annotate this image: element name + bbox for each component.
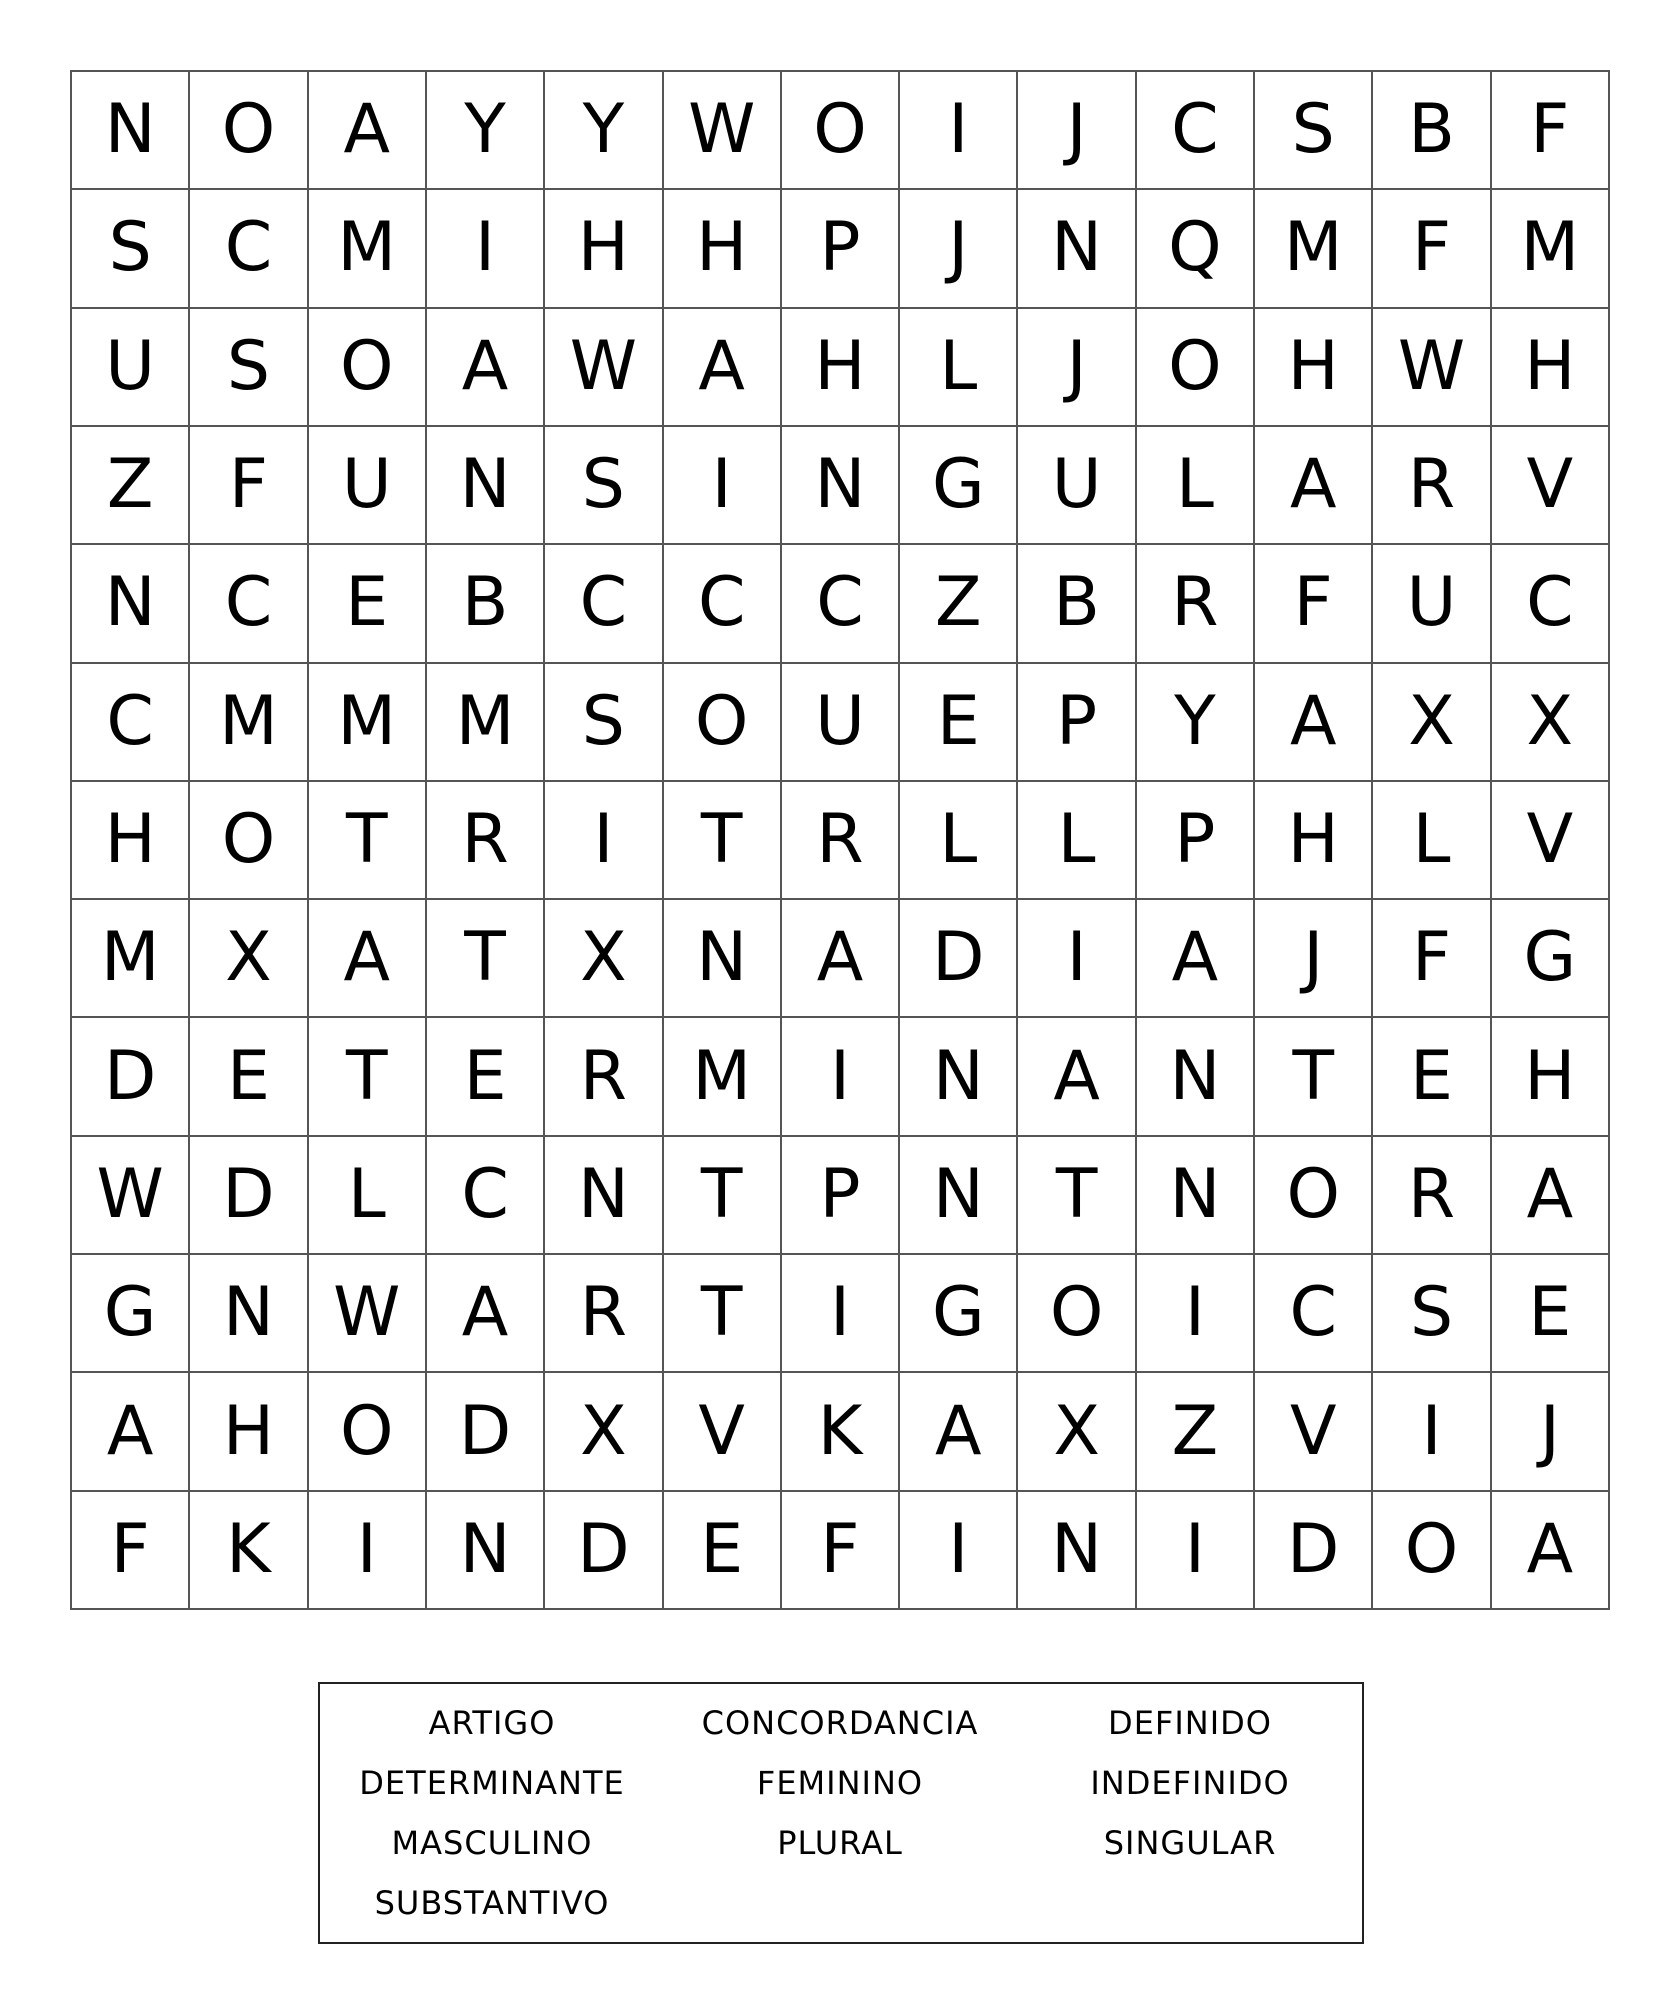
grid-cell[interactable]: L (1372, 781, 1490, 899)
grid-cell[interactable]: B (426, 544, 544, 662)
grid-cell[interactable]: U (781, 663, 899, 781)
grid-cell[interactable]: K (189, 1491, 307, 1609)
grid-cell[interactable]: L (1017, 781, 1135, 899)
grid-cell[interactable]: P (781, 189, 899, 307)
grid-cell[interactable]: A (1491, 1136, 1609, 1254)
grid-cell[interactable]: V (1491, 781, 1609, 899)
grid-cell[interactable]: H (71, 781, 189, 899)
grid-cell[interactable]: N (899, 1136, 1017, 1254)
grid-cell[interactable]: U (71, 308, 189, 426)
grid-cell[interactable]: D (426, 1372, 544, 1490)
grid-cell[interactable]: J (1254, 899, 1372, 1017)
grid-cell[interactable]: D (544, 1491, 662, 1609)
grid-cell[interactable]: A (1491, 1491, 1609, 1609)
grid-cell[interactable]: I (781, 1254, 899, 1372)
grid-cell[interactable]: I (308, 1491, 426, 1609)
grid-cell[interactable]: O (1136, 308, 1254, 426)
grid-cell[interactable]: C (1491, 544, 1609, 662)
grid-cell[interactable]: I (899, 1491, 1017, 1609)
word-list-item: INDEFINIDO (1090, 1764, 1290, 1802)
grid-cell[interactable]: C (189, 189, 307, 307)
grid-cell[interactable]: P (781, 1136, 899, 1254)
grid-cell[interactable]: R (544, 1254, 662, 1372)
grid-cell[interactable]: Z (899, 544, 1017, 662)
grid-cell[interactable]: O (663, 663, 781, 781)
grid-cell[interactable]: Z (1136, 1372, 1254, 1490)
grid-cell[interactable]: Z (71, 426, 189, 544)
grid-cell[interactable]: X (544, 1372, 662, 1490)
grid-cell[interactable]: A (426, 308, 544, 426)
grid-cell[interactable]: T (1017, 1136, 1135, 1254)
grid-cell[interactable]: P (1136, 781, 1254, 899)
grid-cell[interactable]: U (1372, 544, 1490, 662)
grid-cell[interactable]: R (544, 1017, 662, 1135)
grid-cell[interactable]: A (1136, 899, 1254, 1017)
grid-cell[interactable]: H (189, 1372, 307, 1490)
grid-cell[interactable]: E (308, 544, 426, 662)
grid-cell[interactable]: A (663, 308, 781, 426)
grid-cell[interactable]: I (1136, 1491, 1254, 1609)
grid-cell[interactable]: W (663, 71, 781, 189)
grid-cell[interactable]: L (308, 1136, 426, 1254)
grid-cell[interactable]: N (1017, 1491, 1135, 1609)
grid-cell[interactable]: R (426, 781, 544, 899)
grid-cell[interactable]: O (1372, 1491, 1490, 1609)
grid-cell[interactable]: P (1017, 663, 1135, 781)
grid-cell[interactable]: F (189, 426, 307, 544)
word-list (318, 1682, 1364, 1944)
grid-cell[interactable]: C (663, 544, 781, 662)
grid-cell[interactable]: O (308, 1372, 426, 1490)
grid-cell[interactable]: W (308, 1254, 426, 1372)
word-list-item: DEFINIDO (1108, 1704, 1272, 1742)
grid-cell[interactable]: A (1017, 1017, 1135, 1135)
word-list-item: PLURAL (777, 1824, 903, 1862)
grid-cell[interactable]: B (1017, 544, 1135, 662)
grid-cell[interactable]: X (1491, 663, 1609, 781)
grid-cell[interactable]: T (308, 1017, 426, 1135)
grid-cell[interactable]: X (1017, 1372, 1135, 1490)
grid-cell[interactable]: R (1136, 544, 1254, 662)
grid-cell[interactable]: M (71, 899, 189, 1017)
grid-cell[interactable]: E (426, 1017, 544, 1135)
grid-cell[interactable]: D (71, 1017, 189, 1135)
grid-cell[interactable]: R (1372, 426, 1490, 544)
grid-cell[interactable]: N (781, 426, 899, 544)
grid-cell[interactable]: H (1254, 308, 1372, 426)
grid-cell[interactable]: M (1254, 189, 1372, 307)
grid-cell[interactable]: S (544, 426, 662, 544)
grid-cell[interactable]: T (426, 899, 544, 1017)
grid-cell[interactable]: H (781, 308, 899, 426)
grid-cell[interactable]: N (426, 426, 544, 544)
grid-cell[interactable]: F (1372, 189, 1490, 307)
grid-cell[interactable]: A (308, 899, 426, 1017)
grid-cell[interactable]: F (781, 1491, 899, 1609)
grid-cell[interactable]: R (781, 781, 899, 899)
grid-cell[interactable]: C (1136, 71, 1254, 189)
grid-cell[interactable]: G (71, 1254, 189, 1372)
grid-cell[interactable]: S (1254, 71, 1372, 189)
grid-cell[interactable]: T (308, 781, 426, 899)
grid-cell[interactable]: I (1136, 1254, 1254, 1372)
grid-cell[interactable]: U (308, 426, 426, 544)
grid-cell[interactable]: S (1372, 1254, 1490, 1372)
word-list-item: MASCULINO (391, 1824, 593, 1862)
grid-cell[interactable]: M (308, 189, 426, 307)
grid-cell[interactable]: F (1491, 71, 1609, 189)
grid-cell[interactable]: N (899, 1017, 1017, 1135)
grid-cell[interactable]: N (1017, 189, 1135, 307)
grid-cell[interactable]: D (189, 1136, 307, 1254)
grid-cell[interactable]: A (308, 71, 426, 189)
grid-cell[interactable]: O (1254, 1136, 1372, 1254)
grid-cell[interactable]: O (308, 308, 426, 426)
grid-cell[interactable]: S (189, 308, 307, 426)
grid-cell[interactable]: U (1017, 426, 1135, 544)
grid-cell[interactable]: G (899, 426, 1017, 544)
grid-cell[interactable]: S (544, 663, 662, 781)
grid-cell[interactable]: K (781, 1372, 899, 1490)
word-list-item: ARTIGO (428, 1704, 556, 1742)
grid-cell[interactable]: N (189, 1254, 307, 1372)
grid-cell[interactable]: C (544, 544, 662, 662)
grid-cell[interactable]: I (544, 781, 662, 899)
grid-cell[interactable]: G (1491, 899, 1609, 1017)
grid-cell[interactable]: F (71, 1491, 189, 1609)
grid-cell[interactable]: C (781, 544, 899, 662)
grid-cell[interactable]: N (71, 544, 189, 662)
grid-cell[interactable]: C (189, 544, 307, 662)
grid-cell[interactable]: Y (1136, 663, 1254, 781)
grid-cell[interactable]: I (663, 426, 781, 544)
grid-cell[interactable]: Y (544, 71, 662, 189)
letter-grid (70, 70, 1610, 1610)
grid-cell[interactable]: N (544, 1136, 662, 1254)
word-list-item: DETERMINANTE (359, 1764, 625, 1802)
grid-cell[interactable]: N (426, 1491, 544, 1609)
grid-cell[interactable]: E (899, 663, 1017, 781)
grid-cell[interactable]: I (781, 1017, 899, 1135)
grid-cell[interactable]: N (1136, 1017, 1254, 1135)
grid-cell[interactable]: W (544, 308, 662, 426)
word-list-item: CONCORDANCIA (701, 1704, 979, 1742)
grid-cell[interactable]: X (189, 899, 307, 1017)
grid-cell[interactable]: A (1254, 663, 1372, 781)
grid-cell[interactable]: E (189, 1017, 307, 1135)
grid-cell[interactable]: H (544, 189, 662, 307)
grid-cell[interactable]: G (899, 1254, 1017, 1372)
grid-cell[interactable]: C (426, 1136, 544, 1254)
grid-cell[interactable]: N (1136, 1136, 1254, 1254)
grid-cell[interactable]: L (899, 308, 1017, 426)
grid-cell[interactable]: Q (1136, 189, 1254, 307)
grid-cell[interactable]: J (1017, 308, 1135, 426)
grid-cell[interactable]: A (71, 1372, 189, 1490)
grid-cell[interactable]: J (1491, 1372, 1609, 1490)
grid-cell[interactable]: O (1017, 1254, 1135, 1372)
grid-cell[interactable]: I (426, 189, 544, 307)
grid-cell[interactable]: N (71, 71, 189, 189)
grid-cell[interactable]: V (663, 1372, 781, 1490)
grid-cell[interactable]: R (1372, 1136, 1490, 1254)
grid-cell[interactable]: I (1372, 1372, 1490, 1490)
grid-cell[interactable]: N (663, 899, 781, 1017)
grid-cell[interactable]: H (1491, 1017, 1609, 1135)
grid-cell[interactable]: X (544, 899, 662, 1017)
grid-cell[interactable]: W (71, 1136, 189, 1254)
grid-cell[interactable]: H (663, 189, 781, 307)
word-list-item: SUBSTANTIVO (374, 1884, 610, 1922)
grid-cell[interactable]: E (663, 1491, 781, 1609)
grid-cell[interactable]: D (899, 899, 1017, 1017)
grid-cell[interactable]: L (899, 781, 1017, 899)
grid-cell[interactable]: T (663, 1136, 781, 1254)
grid-cell[interactable]: M (1491, 189, 1609, 307)
grid-cell[interactable]: A (781, 899, 899, 1017)
grid-cell[interactable]: T (1254, 1017, 1372, 1135)
grid-cell[interactable]: T (663, 1254, 781, 1372)
grid-cell[interactable]: M (426, 663, 544, 781)
grid-cell[interactable]: B (1372, 71, 1490, 189)
word-list-item: FEMININO (756, 1764, 924, 1802)
grid-cell[interactable]: M (189, 663, 307, 781)
grid-cell[interactable]: A (1254, 426, 1372, 544)
grid-cell[interactable]: C (71, 663, 189, 781)
grid-cell[interactable]: Y (426, 71, 544, 189)
grid-cell[interactable]: M (663, 1017, 781, 1135)
grid-cell[interactable]: A (899, 1372, 1017, 1490)
grid-cell[interactable]: J (1017, 71, 1135, 189)
grid-cell[interactable]: S (71, 189, 189, 307)
grid-cell[interactable]: H (1254, 781, 1372, 899)
grid-cell[interactable]: E (1491, 1254, 1609, 1372)
grid-cell[interactable]: M (308, 663, 426, 781)
word-list-item: SINGULAR (1103, 1824, 1277, 1862)
grid-cell[interactable]: W (1372, 308, 1490, 426)
grid-cell[interactable]: T (663, 781, 781, 899)
grid-cell[interactable]: V (1254, 1372, 1372, 1490)
grid-cell[interactable]: A (426, 1254, 544, 1372)
grid-cell[interactable]: H (1491, 308, 1609, 426)
grid-cell[interactable]: I (1017, 899, 1135, 1017)
grid-cell[interactable]: E (1372, 1017, 1490, 1135)
grid-cell[interactable]: F (1372, 899, 1490, 1017)
grid-cell[interactable]: X (1372, 663, 1490, 781)
grid-cell[interactable]: L (1136, 426, 1254, 544)
grid-cell[interactable]: V (1491, 426, 1609, 544)
grid-cell[interactable]: J (899, 189, 1017, 307)
grid-cell[interactable]: O (781, 71, 899, 189)
grid-cell[interactable]: C (1254, 1254, 1372, 1372)
grid-cell[interactable]: D (1254, 1491, 1372, 1609)
grid-cell[interactable]: O (189, 71, 307, 189)
grid-cell[interactable]: F (1254, 544, 1372, 662)
grid-cell[interactable]: I (899, 71, 1017, 189)
grid-cell[interactable]: O (189, 781, 307, 899)
